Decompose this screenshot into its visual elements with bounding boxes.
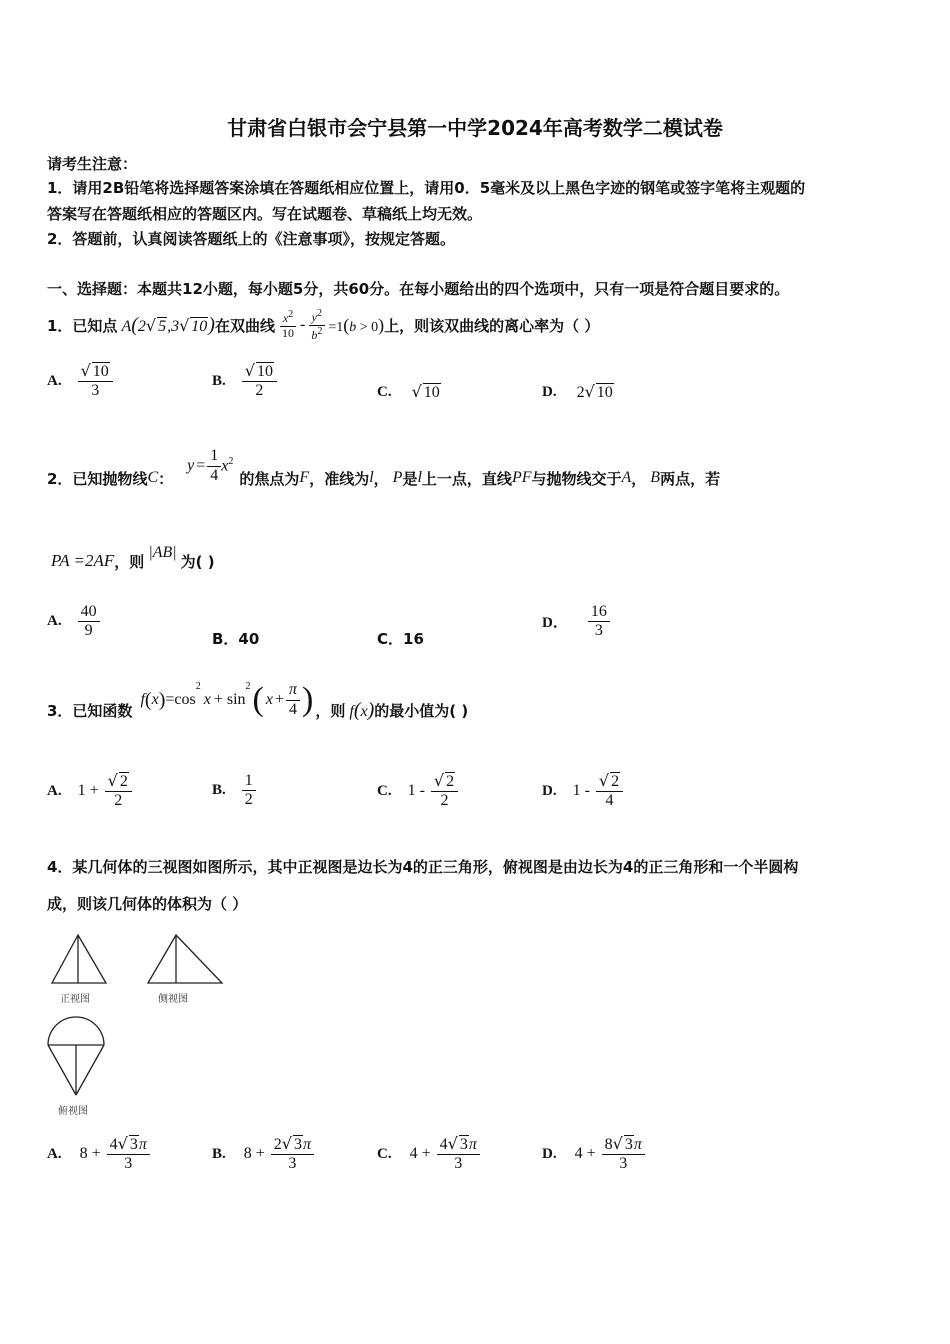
- q1-option-a[interactable]: A. $\frac{√ 10}{3}$: [47, 362, 113, 401]
- q4-option-c[interactable]: C. 4 + $\frac{4√ 3\pi}{3}$: [377, 1135, 480, 1174]
- caption-front-view: 正视图: [60, 994, 90, 1005]
- q1-hyperbola-y-term: $\frac{y^2}{b^2}$: [308, 308, 325, 343]
- q1-option-d[interactable]: D. 2√ 10: [542, 382, 613, 401]
- q3-option-b[interactable]: B. $\frac{1}{2}$: [212, 772, 256, 810]
- q1-suffix: 上，则该双曲线的离心率为（ ）: [384, 316, 600, 335]
- question-4-line-1: 4．某几何体的三视图如图所示，其中正视图是边长为4的正三角形，俯视图是由边长为4的正三角形和一个半圆构: [47, 858, 799, 876]
- q4-option-b[interactable]: B. 8 + $\frac{2√ 3\pi}{3}$: [212, 1135, 314, 1174]
- q2-option-b[interactable]: B．40: [212, 630, 260, 648]
- q3-option-a[interactable]: A. 1 + $\frac{√ 2}{2}$: [47, 772, 132, 811]
- q2-prefix: 2．已知抛物线: [47, 469, 148, 488]
- q2-option-c[interactable]: C．16: [377, 630, 424, 648]
- question-4-line-2: 成，则该几何体的体积为（ ）: [47, 895, 248, 913]
- q2-parabola-equation: y = $\frac{1}{4}$ $x^2$: [187, 447, 234, 484]
- side-view-triangle: [148, 935, 222, 983]
- q1-hyperbola-x-term: $\frac{x^2}{10}$: [279, 309, 297, 341]
- question-2-line-2: PA =2AF ，则 |AB| 为( ): [51, 544, 215, 571]
- q1-option-c[interactable]: C. √ 10: [377, 382, 440, 401]
- q3-option-d[interactable]: D. 1 - $\frac{√ 2}{4}$: [542, 772, 623, 811]
- q4-option-a[interactable]: A. 8 + $\frac{4√ 3\pi}{3}$: [47, 1135, 150, 1174]
- q4-option-d[interactable]: D. 4 + $\frac{8√ 3\pi}{3}$: [542, 1135, 645, 1174]
- q1-option-b[interactable]: B. $\frac{√ 10}{2}$: [212, 362, 277, 401]
- q1-prefix: 1．已知点: [47, 316, 118, 335]
- notice-line-2: 2．答题前，认真阅读答题纸上的《注意事项》，按规定答题。: [47, 230, 455, 248]
- front-view-triangle: [52, 935, 106, 983]
- question-1: 1．已知点 A(2√ 5,3√ 10) 在双曲线 $\frac{x^2}{10}$ - $\frac{y^2}{b^2}$ =1(b > 0) 上，则该双曲线的离心率为（ ）: [47, 307, 600, 342]
- three-view-figure: [40, 925, 240, 1125]
- section-heading: 一、选择题：本题共12小题，每小题5分，共60分。在每小题给出的四个选项中，只有一项是符合题目要求的。: [47, 280, 790, 298]
- notice-heading: 请考生注意：: [47, 155, 138, 173]
- notice-line-1b: 答案写在答题纸相应的答题区内。写在试题卷、草稿纸上均无效。: [47, 205, 483, 223]
- q3-option-c[interactable]: C. 1 - $\frac{√ 2}{2}$: [377, 772, 458, 811]
- q2-abs-ab: |AB|: [148, 544, 177, 561]
- q3-function: f ( x ) =cos $^2$ x + sin $^2$ ( x + $\frac{\pi}{4}$ ): [140, 681, 314, 718]
- q1-mid: 在双曲线: [214, 316, 275, 335]
- q1-hyperbola-rhs: =1(b > 0): [328, 314, 385, 335]
- question-2: 2．已知抛物线 C ： y = $\frac{1}{4}$ $x^2$ 的焦点为 F ，准线为 l ， P 是 l 上一点，直线 PF 与抛物线交于 A ， B 两点，若: [47, 447, 721, 488]
- question-3: 3．已知函数 f ( x ) =cos $^2$ x + sin $^2$ ( x + $\frac{\pi}{4}$ ) ，则 f(x) 的最小值为( ): [47, 681, 469, 721]
- q2-option-a[interactable]: A. $\frac{40}{9}$: [47, 603, 100, 641]
- page-title: 甘肃省白银市会宁县第一中学2024年高考数学二模试卷: [227, 116, 723, 140]
- caption-top-view: 俯视图: [58, 1106, 88, 1117]
- caption-side-view: 侧视图: [158, 994, 188, 1005]
- q2-option-d[interactable]: D． $\frac{16}{3}$: [542, 603, 610, 641]
- q2-condition: PA =2AF: [51, 551, 115, 570]
- notice-line-1a: 1．请用2B铅笔将选择题答案涂填在答题纸相应位置上，请用0．5毫米及以上黑色字迹的钢笔或签字笔将主观题的: [47, 179, 806, 197]
- q1-point: A(2√ 5,3√ 10): [121, 313, 215, 336]
- top-view-shape: [48, 1017, 104, 1095]
- q3-prefix: 3．已知函数: [47, 701, 133, 720]
